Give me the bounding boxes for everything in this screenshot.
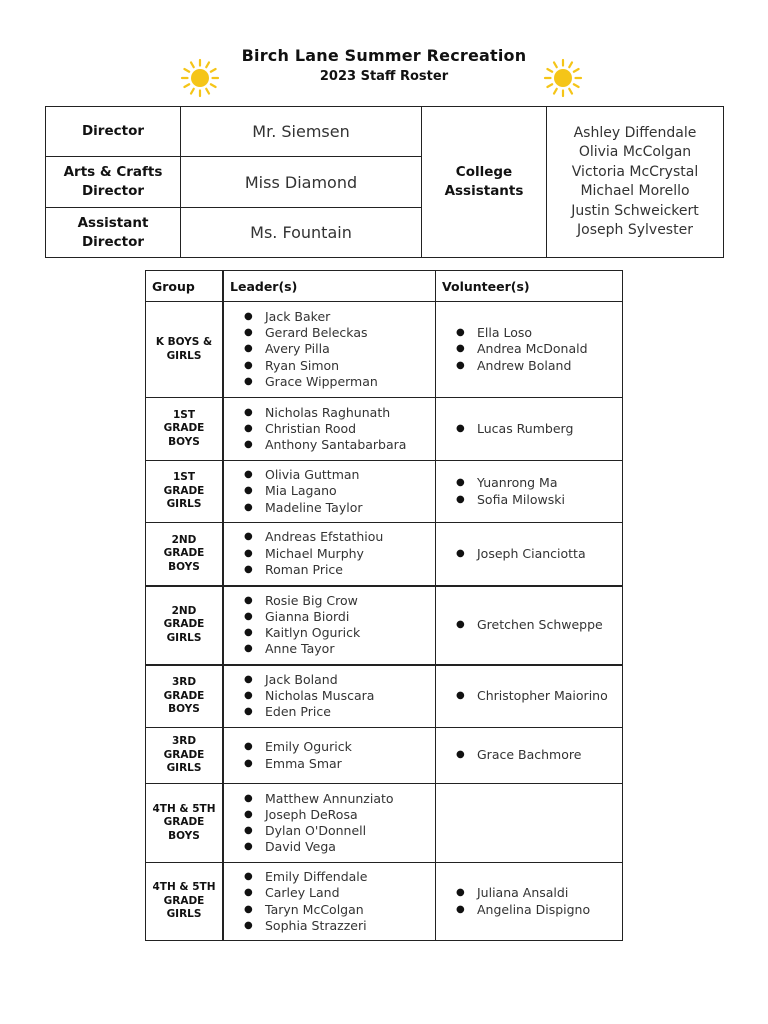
list-item: ● Dylan O'Donnell bbox=[244, 823, 429, 839]
list-item: ● Juliana Ansaldi bbox=[456, 885, 616, 901]
director-label: Director bbox=[46, 107, 181, 157]
assistant-director-name: Ms. Fountain bbox=[181, 208, 422, 258]
sun-icon bbox=[543, 58, 583, 98]
list-item: ● Mia Lagano bbox=[244, 483, 429, 499]
volunteers-cell bbox=[436, 461, 623, 523]
volunteers-cell bbox=[436, 523, 623, 586]
list-item: ● Angelina Dispigno bbox=[456, 902, 616, 918]
college-assistant-name: Michael Morello bbox=[580, 183, 690, 199]
assistant-director-label: Assistant Director bbox=[46, 208, 181, 258]
list-item: ● Jack Boland bbox=[244, 672, 429, 688]
leaders-cell bbox=[223, 523, 436, 586]
volunteers-cell bbox=[436, 302, 623, 398]
table-row bbox=[146, 728, 623, 784]
volunteers-list bbox=[456, 747, 616, 763]
list-item: ● Gerard Beleckas bbox=[244, 325, 429, 341]
group-cell: 1ST GRADE GIRLS bbox=[146, 461, 224, 523]
list-item: ● Rosie Big Crow bbox=[244, 593, 429, 609]
college-assistants-list bbox=[547, 107, 724, 258]
table-row bbox=[146, 302, 623, 398]
list-item: ● Sofia Milowski bbox=[456, 492, 616, 508]
document-subtitle: 2023 Staff Roster bbox=[319, 69, 449, 84]
list-item: ● Eden Price bbox=[244, 704, 429, 720]
list-item: ● Emily Ogurick bbox=[244, 739, 429, 755]
list-item: ● Jack Baker bbox=[244, 309, 429, 325]
group-cell: 3RD GRADE BOYS bbox=[146, 665, 224, 728]
list-item: ● Yuanrong Ma bbox=[456, 475, 616, 491]
volunteers-list bbox=[456, 421, 616, 437]
leaders-list bbox=[244, 467, 429, 516]
college-assistant-name: Joseph Sylvester bbox=[577, 222, 693, 238]
arts-director-label: Arts & Crafts Director bbox=[46, 157, 181, 208]
list-item: ● Nicholas Muscara bbox=[244, 688, 429, 704]
list-item: ● Ryan Simon bbox=[244, 358, 429, 374]
list-item: ● Avery Pilla bbox=[244, 341, 429, 357]
list-item: ● Carley Land bbox=[244, 885, 429, 901]
leaders-cell bbox=[223, 863, 436, 941]
leaders-list bbox=[244, 739, 429, 771]
college-assistant-name: Victoria McCrystal bbox=[571, 163, 699, 180]
list-item: ● Joseph Cianciotta bbox=[456, 546, 616, 562]
table-row bbox=[146, 398, 623, 461]
list-item: ● Matthew Annunziato bbox=[244, 791, 429, 807]
group-cell: 4TH & 5TH GRADE GIRLS bbox=[146, 863, 224, 941]
list-item: ● Roman Price bbox=[244, 562, 429, 578]
volunteers-cell bbox=[436, 665, 623, 728]
leaders-list bbox=[244, 672, 429, 721]
leaders-list bbox=[244, 405, 429, 454]
leaders-list bbox=[244, 791, 429, 856]
leaders-cell bbox=[223, 586, 436, 665]
leaders-cell bbox=[223, 461, 436, 523]
leaders-cell bbox=[223, 784, 436, 863]
list-item: ● Anthony Santabarbara bbox=[244, 437, 429, 453]
volunteers-list bbox=[456, 475, 616, 507]
college-assistant-name: Justin Schweickert bbox=[571, 202, 699, 219]
arts-director-name: Miss Diamond bbox=[181, 157, 422, 208]
college-assistant-name: Olivia McColgan bbox=[578, 144, 692, 160]
volunteers-list bbox=[456, 885, 616, 917]
group-cell: K BOYS & GIRLS bbox=[146, 302, 224, 398]
list-item: ● Kaitlyn Ogurick bbox=[244, 625, 429, 641]
table-row bbox=[146, 784, 623, 863]
list-item: ● Gretchen Schweppe bbox=[456, 617, 616, 633]
list-item: ● Emma Smar bbox=[244, 756, 429, 772]
leaders-cell bbox=[223, 302, 436, 398]
group-cell: 2ND GRADE BOYS bbox=[146, 523, 224, 586]
list-item: ● Gianna Biordi bbox=[244, 609, 429, 625]
column-header-volunteers: Volunteer(s) bbox=[436, 271, 623, 302]
list-item: ● Emily Diffendale bbox=[244, 869, 429, 885]
college-assistants-label: College Assistants bbox=[422, 107, 547, 258]
list-item: ● Sophia Strazzeri bbox=[244, 918, 429, 934]
list-item: ● Grace Bachmore bbox=[456, 747, 616, 763]
volunteers-list bbox=[456, 688, 616, 704]
table-row bbox=[146, 863, 623, 941]
list-item: ● Anne Tayor bbox=[244, 641, 429, 657]
group-cell: 2ND GRADE GIRLS bbox=[146, 586, 224, 665]
list-item: ● Andreas Efstathiou bbox=[244, 529, 429, 545]
volunteers-cell bbox=[436, 863, 623, 941]
staff-table bbox=[45, 106, 724, 258]
list-item: ● Ella Loso bbox=[456, 325, 616, 341]
sun-icon bbox=[180, 58, 220, 98]
list-item: ● Joseph DeRosa bbox=[244, 807, 429, 823]
table-row bbox=[146, 461, 623, 523]
list-item: ● Olivia Guttman bbox=[244, 467, 429, 483]
list-item: ● Christian Rood bbox=[244, 421, 429, 437]
list-item: ● Andrew Boland bbox=[456, 358, 616, 374]
list-item: ● David Vega bbox=[244, 839, 429, 855]
volunteers-cell bbox=[436, 728, 623, 784]
volunteers-list bbox=[456, 546, 616, 562]
roster-table bbox=[145, 270, 623, 941]
list-item: ● Lucas Rumberg bbox=[456, 421, 616, 437]
director-name: Mr. Siemsen bbox=[181, 107, 422, 157]
table-row bbox=[146, 523, 623, 586]
leaders-cell bbox=[223, 665, 436, 728]
document-title: Birch Lane Summer Recreation bbox=[241, 46, 527, 65]
leaders-list bbox=[244, 593, 429, 658]
college-assistant-name: Ashley Diffendale bbox=[573, 124, 697, 141]
list-item: ● Madeline Taylor bbox=[244, 500, 429, 516]
column-header-group: Group bbox=[146, 271, 224, 302]
leaders-list bbox=[244, 309, 429, 390]
leaders-cell bbox=[223, 728, 436, 784]
group-cell: 3RD GRADE GIRLS bbox=[146, 728, 224, 784]
list-item: ● Taryn McColgan bbox=[244, 902, 429, 918]
group-cell: 4TH & 5TH GRADE BOYS bbox=[146, 784, 224, 863]
list-item: ● Grace Wipperman bbox=[244, 374, 429, 390]
list-item: ● Andrea McDonald bbox=[456, 341, 616, 357]
leaders-list bbox=[244, 869, 429, 934]
list-item: ● Nicholas Raghunath bbox=[244, 405, 429, 421]
document-header bbox=[0, 46, 768, 84]
volunteers-list bbox=[456, 325, 616, 374]
leaders-list bbox=[244, 529, 429, 578]
table-row bbox=[146, 665, 623, 728]
leaders-cell bbox=[223, 398, 436, 461]
list-item: ● Christopher Maiorino bbox=[456, 688, 616, 704]
volunteers-list bbox=[456, 617, 616, 633]
table-row bbox=[146, 586, 623, 665]
list-item: ● Michael Murphy bbox=[244, 546, 429, 562]
volunteers-cell bbox=[436, 398, 623, 461]
volunteers-cell bbox=[436, 586, 623, 665]
column-header-leaders: Leader(s) bbox=[223, 271, 436, 302]
volunteers-cell bbox=[436, 784, 623, 863]
group-cell: 1ST GRADE BOYS bbox=[146, 398, 224, 461]
